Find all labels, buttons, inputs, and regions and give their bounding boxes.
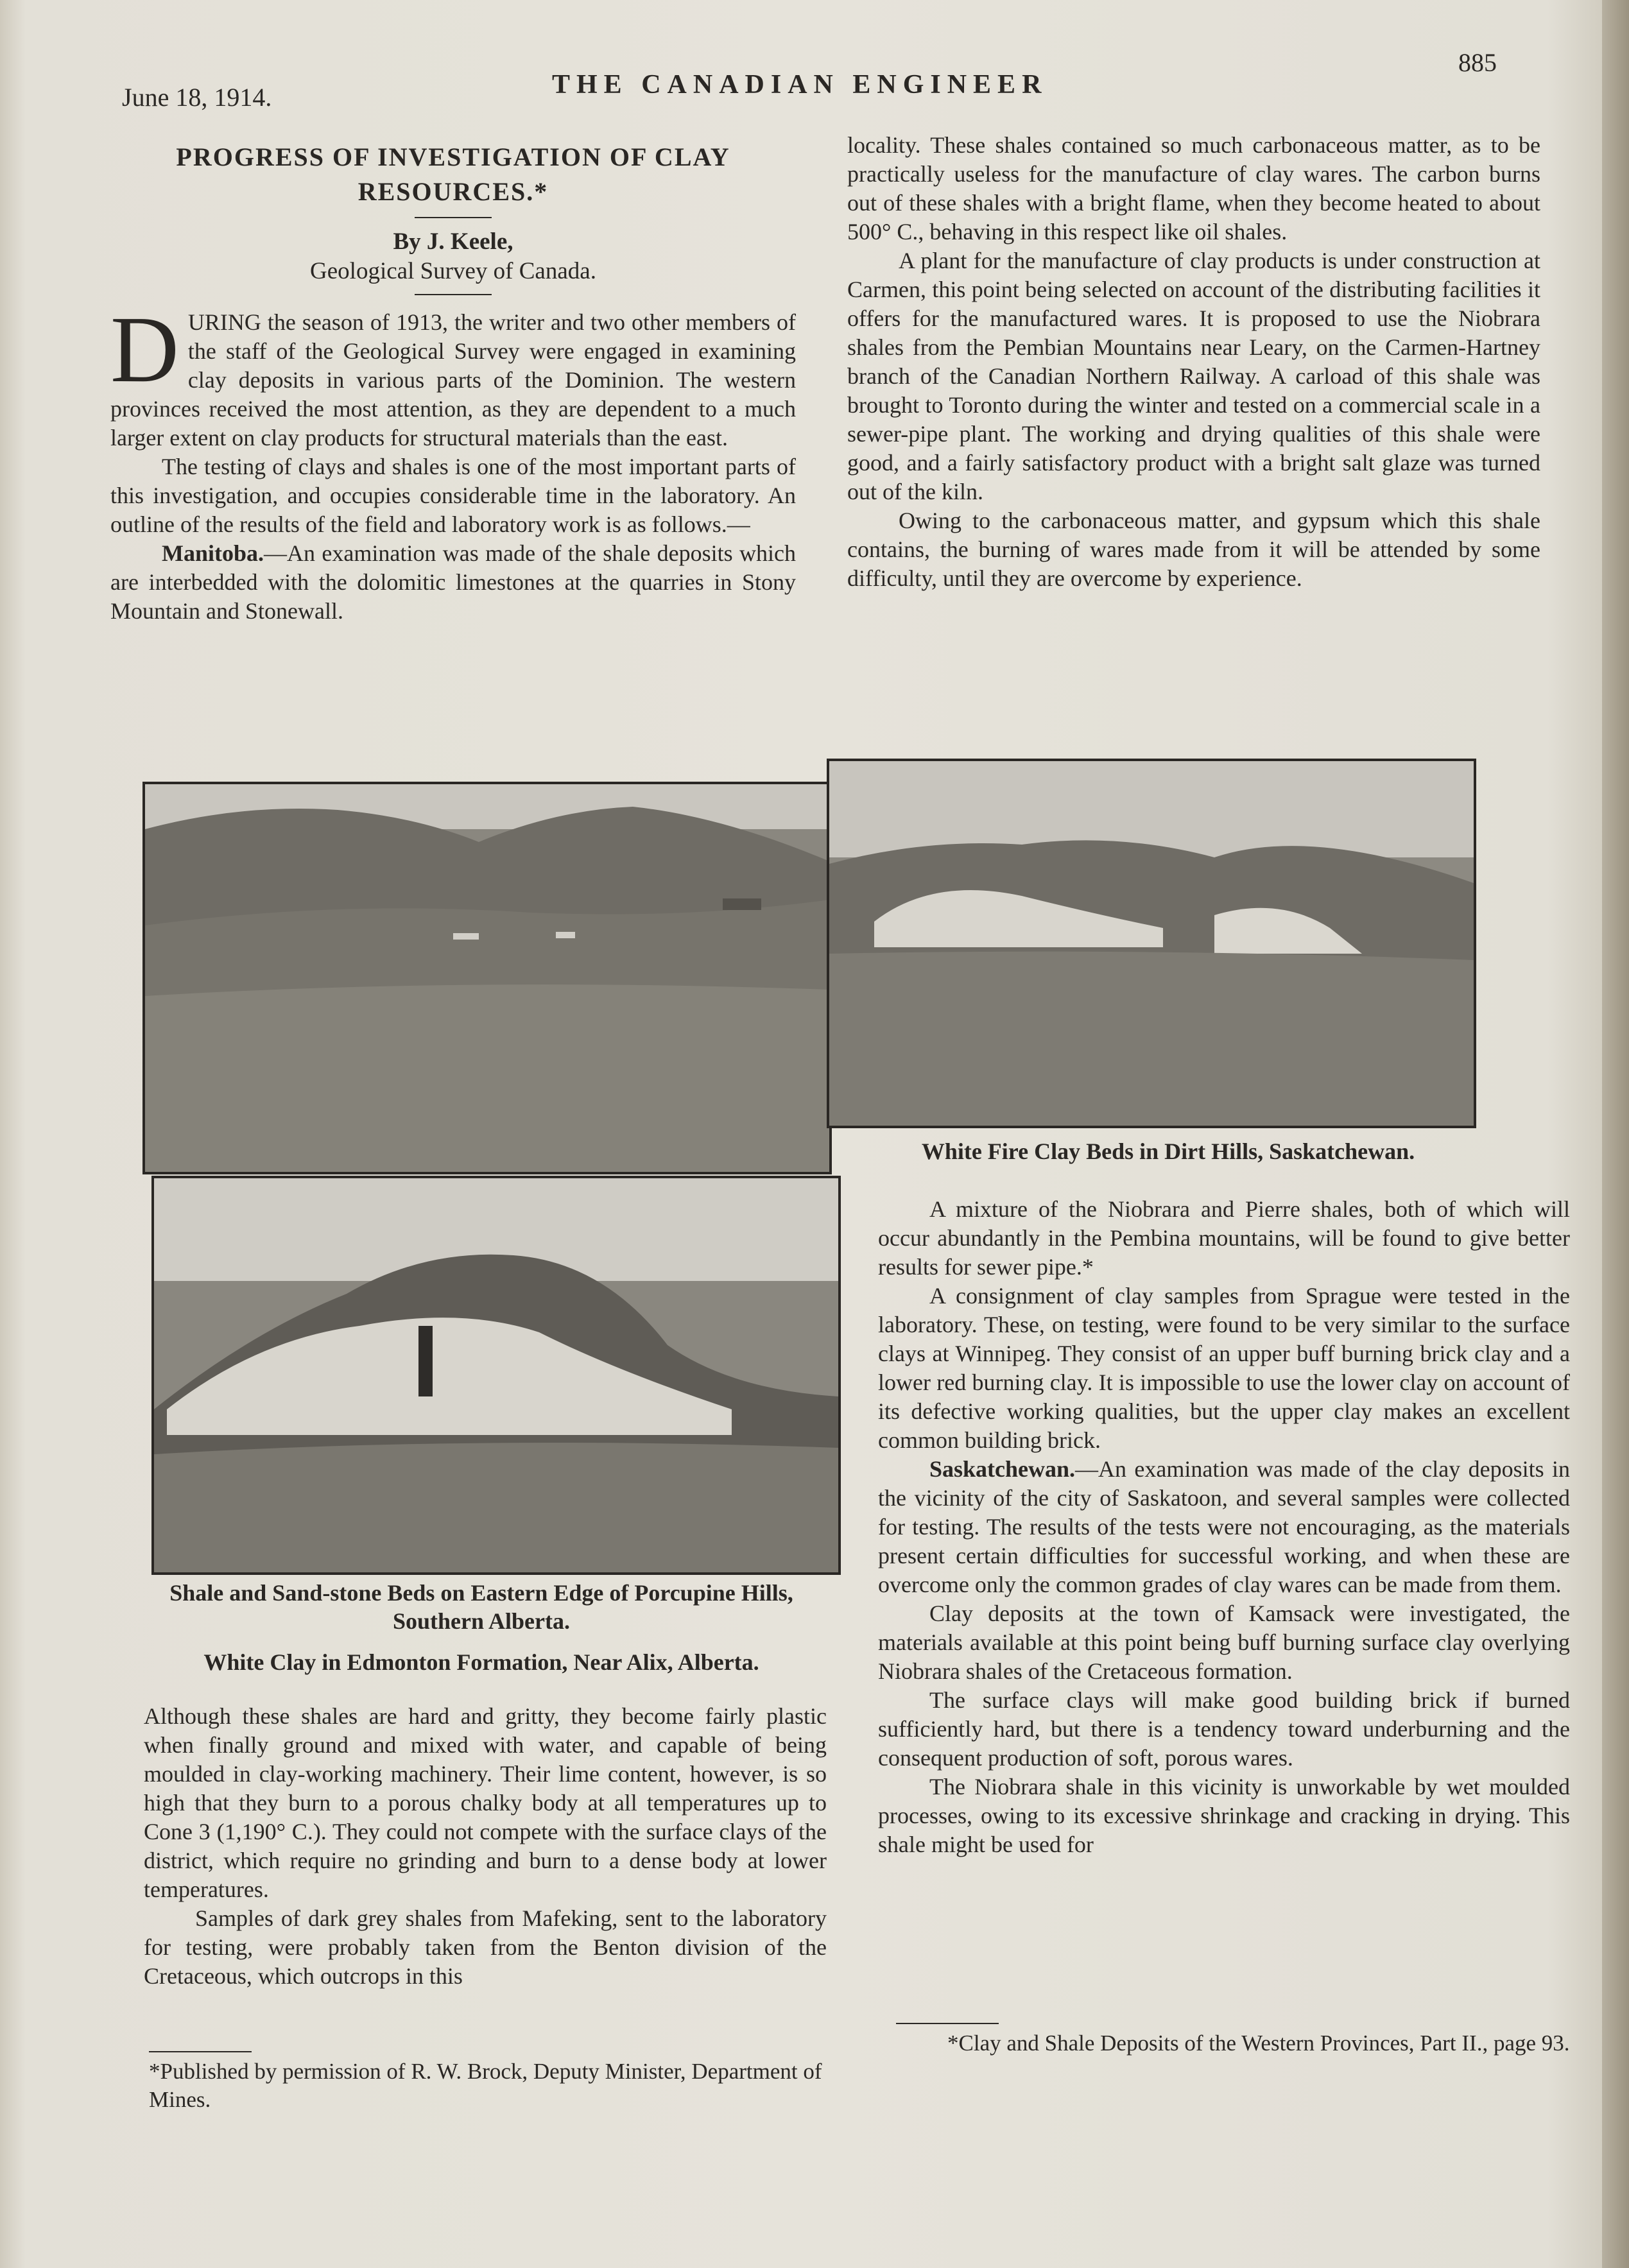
paragraph: locality. These shales contained so much carbonaceous matter, as to be practically useless for the manufacture of clay wares. The carbon burns out of these shales with a bright flame, when they become heated to about 500° C., behaving in this respect like oil shales. (847, 132, 1540, 245)
drop-cap: D (110, 297, 179, 402)
paragraph: A mixture of the Niobrara and Pierre shales, both of which will occur abundantly in the Pembina mountains, will be found to give better results for sewer pipe.* (878, 1196, 1570, 1280)
section-head-manitoba: Manitoba. (162, 540, 264, 566)
footnote-left: *Published by permission of R. W. Brock, Deputy Minister, Department of Mines. (149, 2059, 822, 2112)
paragraph: Although these shales are hard and gritty, they become fairly plastic when finally ground and mixed with water, and capable of being moulded in clay-working machinery. Their lime content, however, is so high that they burn to a porous chalky body at all temperatures up to Cone 3 (1,190° C.). They could not compete with the surface clays of the district, which require no grinding and burn to a dense body at lower temperatures. (144, 1703, 827, 1902)
right-column-bottom (878, 1195, 1570, 1859)
left-column-bottom (144, 1702, 827, 1991)
byline-rule (415, 294, 492, 295)
caption-white-fire-clay: White Fire Clay Beds in Dirt Hills, Saskatchewan. (921, 1138, 1415, 1164)
caption-white-clay-alix: White Clay in Edmonton Formation, Near Alix, Alberta. (203, 1649, 759, 1675)
photo-white-clay-alix (151, 1176, 841, 1575)
author-affiliation: Geological Survey of Canada. (310, 258, 596, 284)
paragraph: The Niobrara shale in this vicinity is unworkable by wet moulded processes, owing to its excessive shrinkage and cracking in drying. This shale might be used for (878, 1774, 1570, 1857)
issue-date: June 18, 1914. (122, 83, 272, 112)
photo-white-fire-clay (827, 759, 1476, 1128)
paragraph: The surface clays will make good building brick if burned sufficiently hard, but there is a tendency toward underburning and the consequent production of soft, porous wares. (878, 1687, 1570, 1771)
article-title: PROGRESS OF INVESTIGATION OF CLAY RESOURCES.* (176, 142, 730, 206)
paragraph: A consignment of clay samples from Sprague were tested in the laboratory. These, on testing, were found to be very similar to the surface clays at Winnipeg. They consist of an upper buff burning brick clay and a lower red burning clay. It is impossible to use the lower clay on account of its defective working qualities, but the upper clay makes an excellent common building brick. (878, 1283, 1570, 1453)
paragraph: Samples of dark grey shales from Mafeking, sent to the laboratory for testing, were probably taken from the Benton division of the Cretaceous, which outcrops in this (144, 1905, 827, 1989)
intro-paragraph: DURING the season of 1913, the writer and two other members of the staff of the Geological Survey were engaged in examining clay deposits in various parts of the Dominion. The western provinces received the most attention, as they are dependent to a much larger extent on clay products for structural materials than the east. (110, 297, 796, 451)
author-byline: By J. Keele, (393, 228, 513, 255)
binding-edge (1602, 0, 1629, 2268)
section-head-saskatchewan: Saskatchewan. (929, 1456, 1076, 1482)
journal-title: THE CANADIAN ENGINEER (552, 70, 1048, 99)
paragraph-manitoba: Manitoba.—An examination was made of the shale deposits which are interbedded with the dolomitic limestones at the quarries in Stony Mountain and Stonewall. (110, 540, 796, 624)
footnote-rule-right (896, 2023, 999, 2024)
paragraph: Owing to the carbonaceous matter, and gypsum which this shale contains, the burning of wares made from it will be attended by some difficulty, until they are overcome by experience. (847, 508, 1540, 591)
paragraph: Clay deposits at the town of Kamsack were investigated, the materials available at this point being buff burning surface clay overlying Niobrara shales of the Cretaceous formation. (878, 1601, 1570, 1684)
footnote-rule-left (149, 2051, 252, 2052)
title-rule (415, 217, 492, 218)
paragraph: A plant for the manufacture of clay products is under construction at Carmen, this point being selected on account of the distributing facilities it offers for the manufactured wares. It is proposed to use the Niobrara shales from the Pembian Mountains near Leary, on the Carmen-Hartney branch of the Canadian Northern Railway. A carload of this shale was brought to Toronto during the winter and tested on a commercial scale in a sewer-pipe plant. The working and drying qualities of this shale were good, and a fairly satisfactory product with a bright salt glaze was turned out of the kiln. (847, 248, 1540, 504)
paragraph-saskatchewan: Saskatchewan.—An examination was made of the clay deposits in the vicinity of the city of Saskatoon, and several samples were collected for testing. The results of the tests were not encouraging, as the materials present certain difficulties for successful working, and when these are overcome only the common grades of clay wares can be made from them. (878, 1456, 1570, 1597)
right-column-top (847, 131, 1540, 593)
caption-porcupine-hills: Shale and Sand-stone Beds on Eastern Edge of Porcupine Hills, Southern Alberta. (169, 1580, 793, 1634)
page-number: 885 (1458, 48, 1497, 77)
left-column-top (110, 140, 796, 626)
footnote-right: *Clay and Shale Deposits of the Western Provinces, Part II., page 93. (947, 2031, 1570, 2056)
paragraph: The testing of clays and shales is one of the most important parts of this investigation, and occupies considerable time in the laboratory. An outline of the results of the field and laboratory work is as follows.— (110, 454, 796, 537)
photo-porcupine-hills (142, 782, 832, 1174)
